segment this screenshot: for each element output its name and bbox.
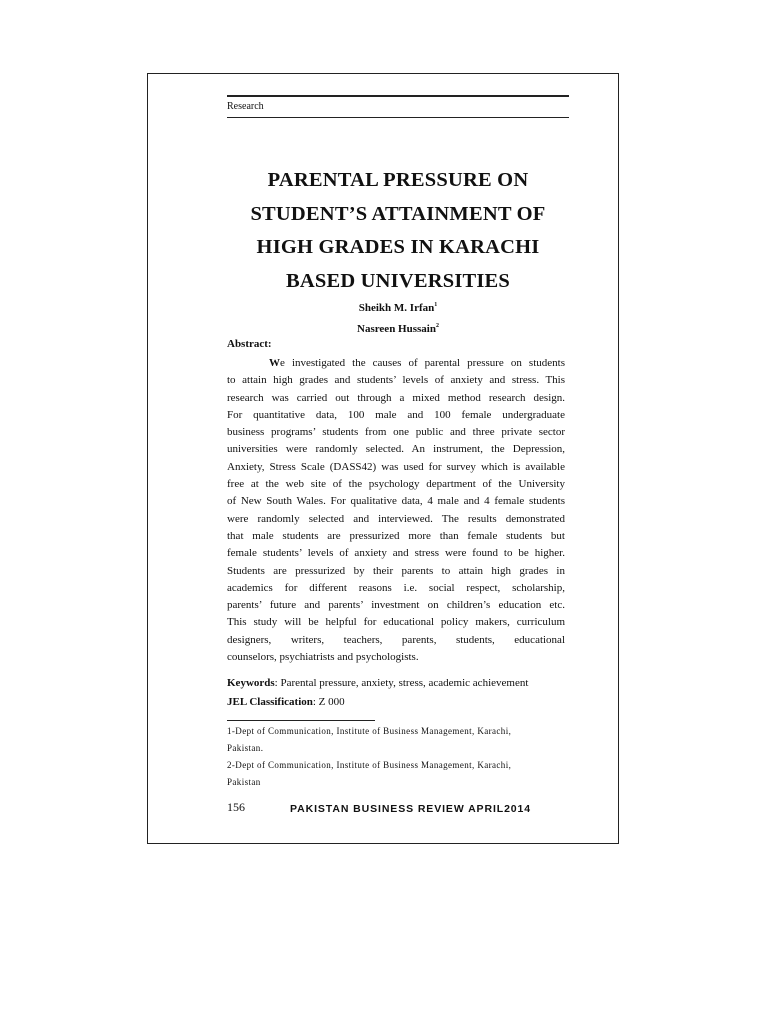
article-title: [227, 164, 569, 298]
jel-text: : Z 000: [312, 696, 345, 708]
abstract-line: of New South Wales. For qualitative data, 4 male and 4 female students: [227, 495, 565, 508]
keywords: [227, 677, 528, 689]
jel-label: JEL Classification: [227, 696, 313, 708]
author-name: Sheikh M. Irfan: [358, 302, 435, 314]
abstract-line: academics for different reasons i.e. social respect, scholarship,: [227, 581, 565, 594]
author-2: [227, 317, 569, 338]
abstract-line: designers, writers, teachers, parents, students, educational: [227, 633, 565, 646]
author-footnote-mark: 1: [434, 302, 438, 308]
abstract-line: research was carried out through a mixed method research design.: [227, 391, 565, 404]
abstract-line: universities were randomly selected. An instrument, the Depression,: [227, 443, 565, 456]
header-rule-bottom: [227, 117, 569, 118]
abstract-dropcap: W: [269, 357, 280, 369]
author-list: [227, 296, 569, 338]
abstract-line: were randomly selected and interviewed. The results demonstrated: [227, 512, 565, 525]
title-line: STUDENT’S ATTAINMENT OF: [250, 202, 546, 225]
abstract-body: [227, 355, 565, 666]
abstract-line: This study will be helpful for educational policy makers, curriculum: [227, 616, 565, 629]
page-number: 156: [227, 800, 245, 814]
journal-title: PAKISTAN BUSINESS REVIEW APRIL2014: [290, 803, 532, 815]
title-line: HIGH GRADES IN KARACHI: [256, 236, 540, 258]
abstract-line: parents’ future and parents’ investment on children’s education etc.: [227, 599, 565, 612]
footnote-2: [227, 757, 567, 791]
footnote-line: Pakistan.: [227, 743, 264, 753]
section-label: Research: [227, 101, 264, 112]
keywords-label: Keywords: [227, 677, 275, 689]
footnote-rule: [227, 720, 375, 721]
author-footnote-mark: 2: [435, 323, 439, 329]
abstract-line: Students are pressurized by their parents to attain high grades in: [227, 564, 565, 577]
header-rule-top: [227, 95, 569, 97]
footnote-line: 1-Dept of Communication, Institute of Business Management, Karachi,: [227, 726, 512, 736]
author-1: [227, 296, 569, 317]
abstract-line: free at the web site of the psychology department of the University: [227, 478, 565, 491]
title-line: BASED UNIVERSITIES: [285, 269, 511, 292]
abstract-line: For quantitative data, 100 male and 100 female undergraduate: [227, 408, 565, 421]
abstract-line: female students’ levels of anxiety and stress were found to be higher.: [227, 547, 565, 560]
abstract-line: counselors, psychiatrists and psychologists.: [227, 651, 419, 664]
author-name: Nasreen Hussain: [357, 323, 436, 335]
jel-classification: [227, 696, 345, 708]
abstract-line: Anxiety, Stress Scale (DASS42) was used for survey which is available: [227, 460, 565, 473]
footnote-line: Pakistan: [227, 777, 261, 787]
abstract-line: business programs’ students from one public and three private sector: [227, 426, 565, 439]
footnote-line: 2-Dept of Communication, Institute of Business Management, Karachi,: [227, 760, 512, 770]
title-line: PARENTAL PRESSURE ON: [267, 169, 529, 191]
footnote-1: [227, 723, 567, 757]
abstract-line: We investigated the causes of parental pressure on students: [269, 357, 565, 369]
abstract-heading: Abstract:: [227, 338, 272, 350]
keywords-text: : Parental pressure, anxiety, stress, academic achievement: [274, 677, 529, 689]
abstract-line: that male students are pressurized more than female students but: [227, 529, 565, 542]
abstract-line: to attain high grades and students’ levels of anxiety and stress. This: [227, 374, 565, 387]
